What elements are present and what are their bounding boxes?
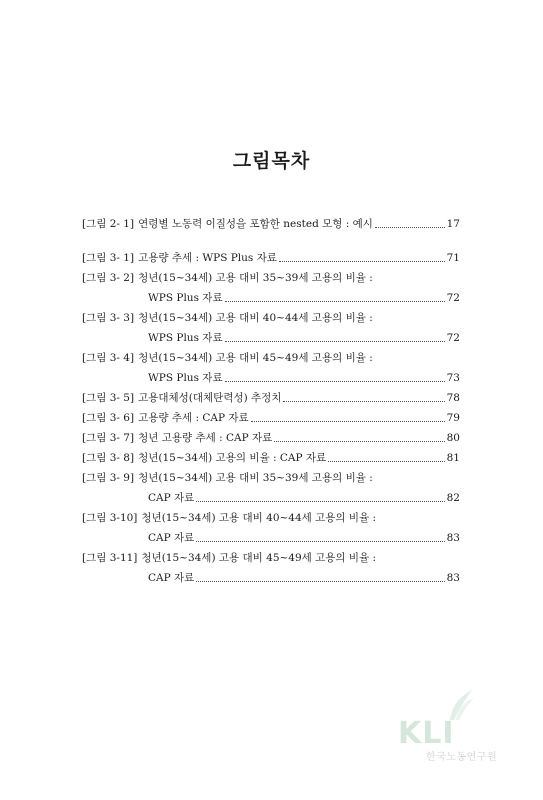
dot-leader: [225, 381, 445, 382]
toc-entry[interactable]: [82, 508, 460, 548]
toc-entry[interactable]: [82, 268, 460, 308]
toc-entry-line: [82, 248, 460, 268]
page-number: 82: [446, 492, 460, 504]
figure-label: [그림 3- 6]: [82, 412, 135, 424]
dot-leader: [279, 261, 445, 262]
toc-entry[interactable]: [82, 548, 460, 588]
toc-entry-line: [82, 568, 460, 588]
toc-entry-line: [82, 268, 460, 288]
figure-caption: 청년(15~34세) 고용 대비 40~44세 고용의 비율 :: [141, 512, 377, 524]
figure-caption: 청년(15~34세) 고용 대비 35~39세 고용의 비율 :: [138, 272, 373, 284]
dot-leader: [251, 421, 445, 422]
toc-entry[interactable]: [82, 308, 460, 348]
toc-entry-line: [82, 488, 460, 508]
figure-caption: CAP 자료: [148, 572, 195, 584]
page-number: 78: [446, 392, 460, 404]
dot-leader: [196, 501, 444, 502]
figure-label: [그림 3-11]: [82, 552, 138, 564]
toc-entry-line: [82, 428, 460, 448]
figure-caption: 청년(15~34세) 고용의 비율 : CAP 자료: [138, 452, 327, 464]
toc-entry-line: [82, 548, 460, 568]
toc-entry[interactable]: [82, 214, 460, 234]
figure-caption: 청년(15~34세) 고용 대비 40~44세 고용의 비율 :: [138, 312, 373, 324]
dot-leader: [196, 581, 444, 582]
toc-entry-line: [82, 408, 460, 428]
figure-caption: WPS Plus 자료: [148, 332, 223, 344]
figure-caption: CAP 자료: [148, 492, 195, 504]
figure-label: [그림 3-10]: [82, 512, 138, 524]
toc-entry-line: [82, 448, 460, 468]
figure-caption: 고용량 추세 : WPS Plus 자료: [138, 252, 277, 264]
toc-entry[interactable]: [82, 348, 460, 388]
figure-label: [그림 3- 8]: [82, 452, 135, 464]
toc-entry[interactable]: [82, 468, 460, 508]
kli-logo: [398, 688, 518, 768]
dot-leader: [274, 441, 444, 442]
toc-entry-line: [82, 508, 460, 528]
figure-label: [그림 3- 1]: [82, 252, 135, 264]
toc-entry[interactable]: [82, 388, 460, 408]
dot-leader: [225, 301, 445, 302]
page-number: 80: [446, 432, 460, 444]
page-number: 81: [446, 452, 460, 464]
figure-label: [그림 2- 1]: [82, 218, 135, 230]
figure-caption: WPS Plus 자료: [148, 292, 223, 304]
page-number: 72: [446, 292, 460, 304]
toc-entry-line: [82, 288, 460, 308]
toc-entry-line: [82, 468, 460, 488]
page-number: 17: [446, 218, 460, 230]
page-number: 83: [446, 532, 460, 544]
toc-entry-line: [82, 328, 460, 348]
page-number: 73: [446, 372, 460, 384]
toc-entry-line: [82, 368, 460, 388]
toc-entry-line: [82, 388, 460, 408]
dot-leader: [196, 541, 444, 542]
figure-caption: 청년(15~34세) 고용 대비 35~39세 고용의 비율 :: [138, 472, 373, 484]
page-number: 71: [446, 252, 460, 264]
logo-subtitle: 한국노동연구원: [426, 752, 498, 763]
toc-entry[interactable]: [82, 428, 460, 448]
page-number: 83: [446, 572, 460, 584]
figure-label: [그림 3- 7]: [82, 432, 135, 444]
dot-leader: [328, 461, 444, 462]
toc-entry-line: [82, 308, 460, 328]
figure-caption: 청년(15~34세) 고용 대비 45~49세 고용의 비율 :: [138, 352, 373, 364]
toc-entry-line: [82, 214, 460, 234]
figure-label: [그림 3- 3]: [82, 312, 135, 324]
dot-leader: [375, 227, 445, 228]
toc-entry-line: [82, 348, 460, 368]
figure-list: [82, 214, 460, 588]
figure-caption: 청년 고용량 추세 : CAP 자료: [138, 432, 273, 444]
figure-caption: 청년(15~34세) 고용 대비 45~49세 고용의 비율 :: [141, 552, 377, 564]
figure-caption: 연령별 노동력 이질성을 포함한 nested 모형 : 예시: [138, 218, 373, 230]
figure-caption: 고용대체성(대체탄력성) 추정치: [138, 392, 282, 404]
toc-entry-line: [82, 528, 460, 548]
figure-label: [그림 3- 5]: [82, 392, 135, 404]
page-number: 79: [446, 412, 460, 424]
figure-label: [그림 3- 2]: [82, 272, 135, 284]
logo-letters: KLI: [398, 716, 455, 751]
figure-label: [그림 3- 4]: [82, 352, 135, 364]
dot-leader: [283, 401, 444, 402]
figure-label: [그림 3- 9]: [82, 472, 135, 484]
figure-caption: WPS Plus 자료: [148, 372, 223, 384]
page-number: 72: [446, 332, 460, 344]
toc-entry[interactable]: [82, 448, 460, 468]
figure-caption: 고용량 추세 : CAP 자료: [138, 412, 249, 424]
toc-entry[interactable]: [82, 248, 460, 268]
toc-entry[interactable]: [82, 408, 460, 428]
page-title: 그림목차: [232, 150, 311, 172]
figure-caption: CAP 자료: [148, 532, 195, 544]
dot-leader: [225, 341, 445, 342]
section-gap: [82, 234, 460, 248]
